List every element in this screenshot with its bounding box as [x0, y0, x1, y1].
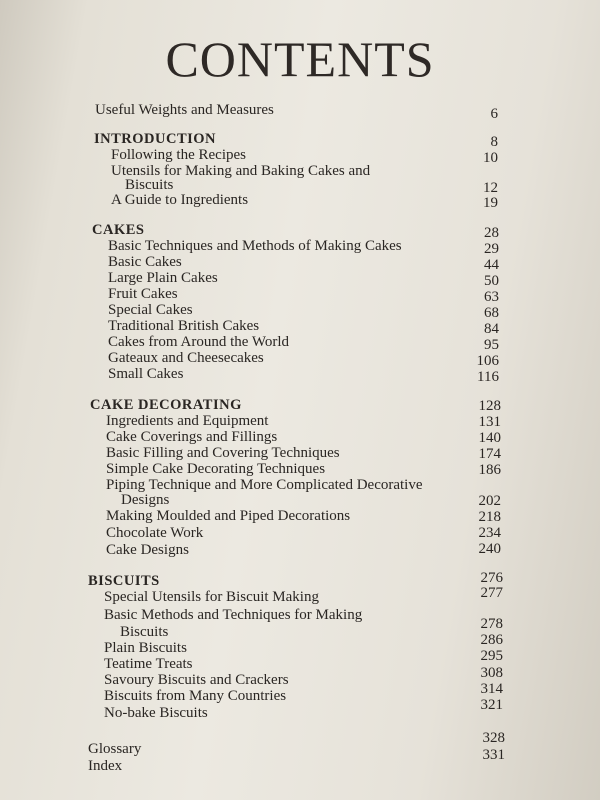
toc-page-number: 128 [478, 398, 501, 414]
toc-page-number: 308 [480, 665, 503, 681]
toc-page-number: 8 [490, 134, 498, 150]
toc-page-number: 131 [478, 414, 501, 430]
toc-page-number: 314 [480, 681, 503, 697]
toc-page-number: 140 [478, 430, 501, 446]
toc-page-number: 276 [480, 570, 503, 586]
toc-page-number: 218 [478, 509, 501, 525]
toc-page-number: 63 [484, 289, 499, 305]
toc-page-number: 240 [478, 541, 501, 557]
toc-page-number: 84 [484, 321, 499, 337]
toc-page-number: 44 [484, 257, 499, 273]
book-page: CONTENTS Useful Weights and Measures 6 INTRODUCTION 8 Following the Recipes 10 Utensils for Making and Baking Cakes and Biscuits 12 A Guide to Ingredients 19 CAKES 28 Basic Techniques and Methods of Making Cakes 29 Basic Cakes 44 Large Plain Cakes 50 Fruit Cakes 63 Special Cakes 68 Traditional British Cakes 84 Cakes from Around the World 95 Gateaux and Cheesecakes 106 Small Cakes 116 CAKE DECORATING 128 Ingredients and Equipment 131 Cake Coverings and Fillings 140 Basic Filling and Covering Techniques 174 Simple Cake Decorating Techniques 186 Piping Technique and More Complicated Decorative Designs 202 Making Moulded and Piped Decorations 218 Chocolate Work 234 Cake Designs 240 BISCUITS 276 Special Utensils for Biscuit Making 277 Basic Methods and Techniques for Making Biscuits 278 Plain Biscuits 286 Teatime Treats 295 Savoury Biscuits and Crackers 308 Biscuits from Many Countries 314 No-bake Biscuits 321 Glossary 328 Index 331 [0, 0, 600, 800]
toc-page-number: 106 [476, 353, 499, 369]
toc-page-number: 95 [484, 337, 499, 353]
toc-page-number: 234 [478, 525, 501, 541]
toc-page-number: 331 [482, 747, 505, 763]
toc-page-number: 50 [484, 273, 499, 289]
toc-page-number: 277 [480, 585, 503, 601]
toc-page-number: 10 [483, 150, 498, 166]
toc-page-number: 6 [490, 106, 498, 122]
toc-page-number: 28 [484, 225, 499, 241]
toc-page-number: 12 [483, 180, 498, 196]
toc-page-number: 19 [483, 195, 498, 211]
toc-page-number: 321 [480, 697, 503, 713]
toc-page-number: 116 [477, 369, 499, 385]
toc-page-number: 328 [482, 730, 505, 746]
toc-page-number: 286 [480, 632, 503, 648]
toc-page-number: 29 [484, 241, 499, 257]
toc-page-number: 186 [478, 462, 501, 478]
toc-page-number: 68 [484, 305, 499, 321]
toc-page-number: 295 [480, 648, 503, 664]
page-title: CONTENTS [165, 31, 435, 87]
toc-page-number: 174 [478, 446, 501, 462]
toc-page-number: 202 [478, 493, 501, 509]
toc-page-number: 278 [480, 616, 503, 632]
